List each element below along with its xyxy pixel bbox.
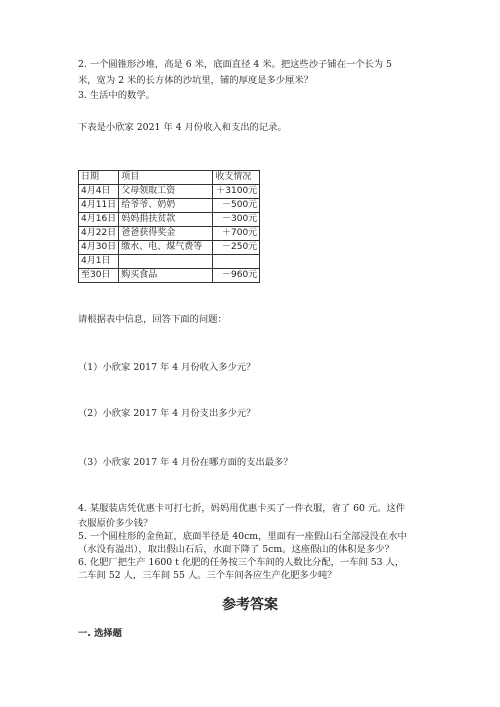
question-prompt: 请根据表中信息，回答下面的问题： — [78, 314, 227, 325]
cell-amount: －960元 — [213, 269, 260, 283]
cell-item: 缴水、电、煤气费等 — [119, 241, 213, 255]
cell-amount: －300元 — [213, 213, 260, 227]
cell-item: 妈妈捐扶贫款 — [119, 213, 213, 227]
problem-6-line-1: 6. 化肥厂把生产 1600 t 化肥的任务按三个车间的人数比分配，一车间 53 人， — [78, 557, 405, 568]
problem-4-line-1: 4. 某服装店凭优惠卡可打七折，妈妈用优惠卡买了一件衣服，省了 60 元。这件 — [78, 503, 406, 514]
question-2: （2）小欣家 2017 年 4 月份支出多少元？ — [78, 408, 256, 419]
cell-date: 4月11日 — [79, 199, 119, 213]
cell-item: 父母领取工资 — [119, 185, 213, 199]
header-date: 日期 — [79, 171, 119, 185]
problem-5-line-2: （水没有溢出），取出假山石后，水面下降了 5cm。这座假山的体积是多少？ — [78, 544, 394, 555]
cell-amount: ＋700元 — [213, 227, 260, 241]
cell-date: 4月30日 — [79, 241, 119, 255]
problem-2-line-2: 米，宽为 2 米的长方体的沙坑里，铺的厚度是多少厘米？ — [78, 75, 313, 86]
table-intro: 下表是小欣家 2021 年 4 月份收入和支出的记录。 — [78, 122, 287, 133]
header-item: 项目 — [119, 171, 213, 185]
question-3: （3）小欣家 2017 年 4 月份在哪方面的支出最多？ — [78, 457, 293, 468]
cell-item: 购买食品 — [119, 269, 213, 283]
table-row — [79, 269, 260, 283]
answer-title: 参考答案 — [222, 597, 278, 613]
cell-date: 4月1日 — [79, 255, 119, 269]
table-header-row — [79, 171, 260, 185]
cell-amount — [213, 255, 260, 269]
problem-2-line-1: 2. 一个圆锥形沙堆，高是 6 米，底面直径 4 米。把这些沙子铺在一个长为 5 — [78, 59, 392, 70]
cell-item — [119, 255, 213, 269]
table-row — [79, 241, 260, 255]
cell-amount: ＋3100元 — [213, 185, 260, 199]
problem-3-heading: 3. 生活中的数学。 — [78, 90, 155, 101]
table-row — [79, 199, 260, 213]
cell-date: 4月22日 — [79, 227, 119, 241]
income-expense-table — [78, 170, 260, 283]
cell-date: 4月4日 — [79, 185, 119, 199]
cell-item: 给爷爷、奶奶 — [119, 199, 213, 213]
problem-5-line-1: 5. 一个圆柱形的金鱼缸，底面半径是 40cm，里面有一座假山石全部浸没在水中 — [78, 531, 407, 542]
cell-date: 至30日 — [79, 269, 119, 283]
section-heading: 一. 选择题 — [78, 628, 122, 639]
problem-6-line-2: 二车间 52 人，三车间 55 人。三个车间各应生产化肥多少吨？ — [78, 570, 337, 581]
cell-date: 4月16日 — [79, 213, 119, 227]
cell-amount: －250元 — [213, 241, 260, 255]
header-amount: 收支情况 — [213, 171, 260, 185]
cell-amount: －500元 — [213, 199, 260, 213]
cell-item: 爸爸获得奖金 — [119, 227, 213, 241]
problem-4-line-2: 衣服原价多少钱？ — [78, 518, 153, 529]
question-1: （1）小欣家 2017 年 4 月份收入多少元？ — [78, 362, 256, 373]
table-row — [79, 185, 260, 199]
table-row — [79, 255, 260, 269]
table-row — [79, 227, 260, 241]
table-row — [79, 213, 260, 227]
